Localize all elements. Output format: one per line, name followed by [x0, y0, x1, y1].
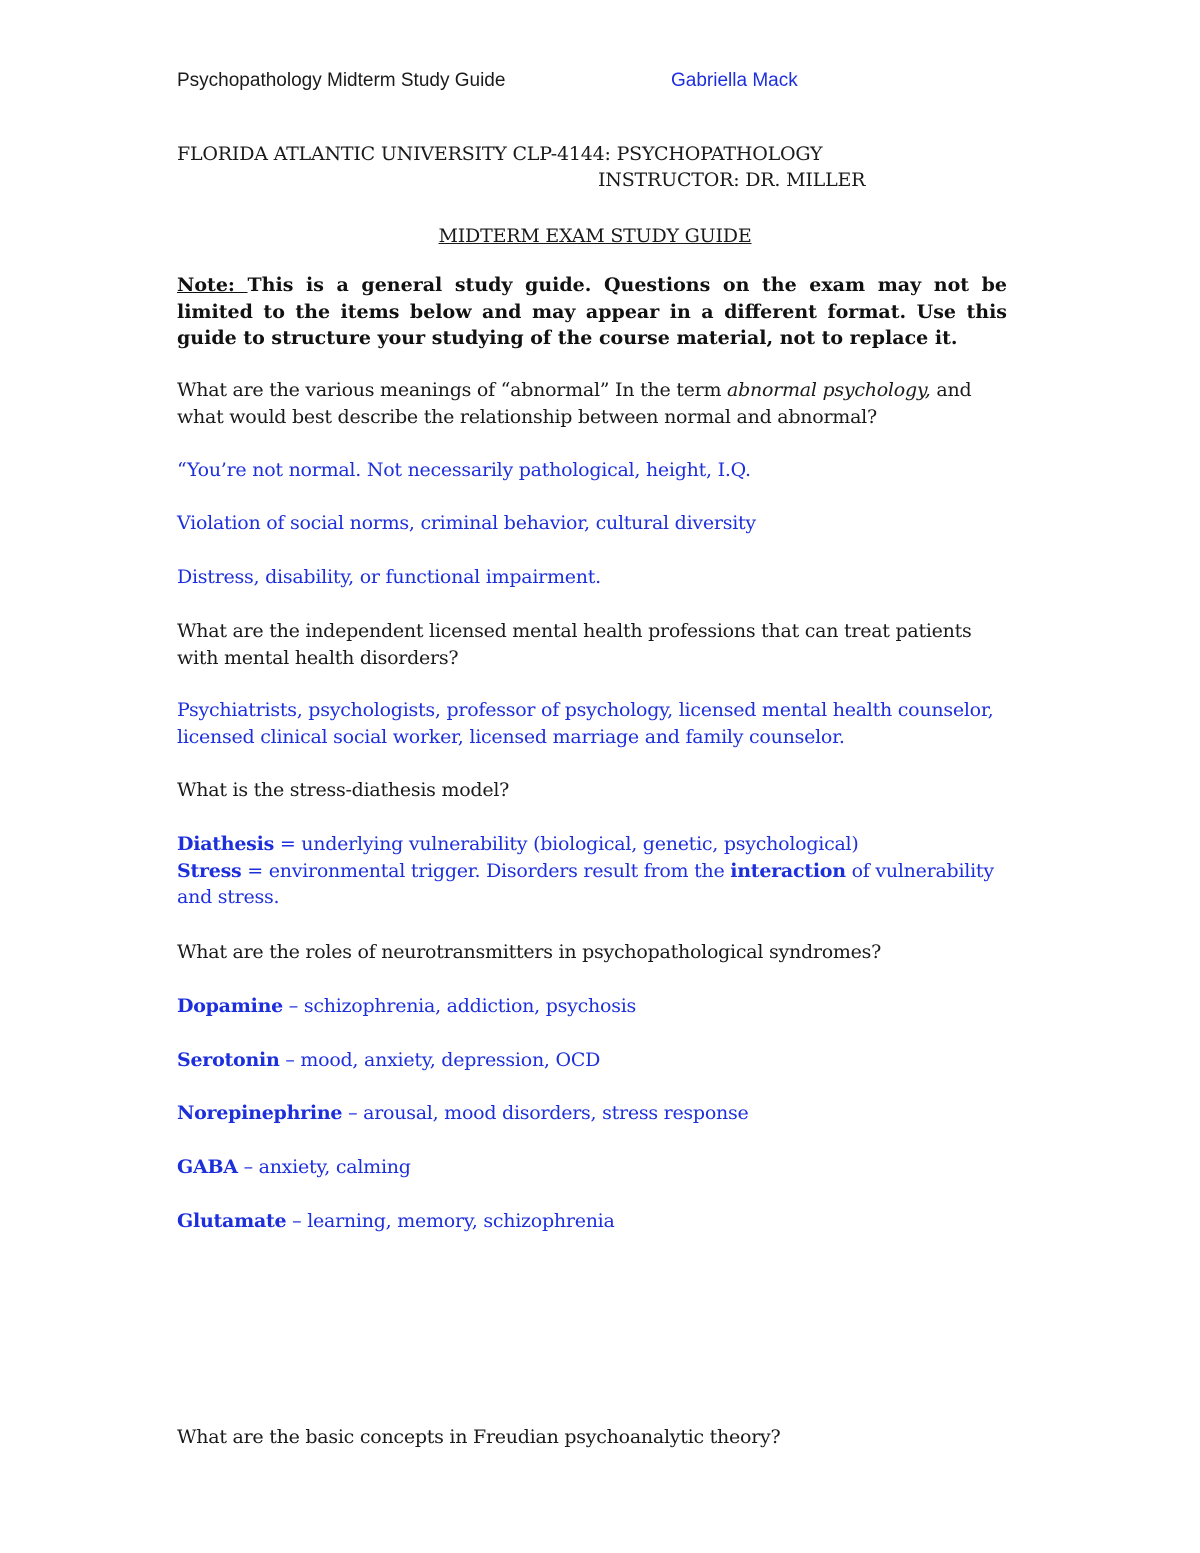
question-professions: What are the independent licensed mental health professions that can treat patients with mental health disorders? [177, 620, 972, 669]
neurotransmitter-item [177, 1047, 1017, 1074]
diathesis-line [177, 831, 1017, 858]
question-abnormal-part2: and what would best describe the relationship between normal and abnormal? [177, 379, 972, 428]
neurotransmitter-name: Glutamate [177, 1210, 287, 1232]
neurotransmitter-name: Dopamine [177, 995, 283, 1017]
answer-abnormal-3: Distress, disability, or functional impairment. [177, 566, 601, 588]
neurotransmitter-desc: – arousal, mood disorders, stress response [342, 1102, 749, 1124]
neurotransmitter-name: Norepinephrine [177, 1102, 343, 1124]
course-line: FLORIDA ATLANTIC UNIVERSITY CLP-4144: PSYCHOPATHOLOGY [177, 143, 823, 165]
header-doc-title: Psychopathology Midterm Study Guide [177, 70, 506, 91]
neurotransmitter-desc: – learning, memory, schizophrenia [286, 1210, 615, 1232]
note-label: Note: [177, 274, 248, 296]
answer-abnormal-2: Violation of social norms, criminal behavior, cultural diversity [177, 512, 756, 534]
note-paragraph [177, 272, 1007, 352]
neurotransmitter-desc: – anxiety, calming [237, 1156, 411, 1178]
neurotransmitter-item [177, 1208, 1017, 1235]
question-freudian: What are the basic concepts in Freudian psychoanalytic theory? [177, 1426, 781, 1448]
neurotransmitter-name: GABA [177, 1156, 238, 1178]
question-abnormal-part1: What are the various meanings of “abnormal” In the term [177, 379, 727, 401]
neurotransmitter-item [177, 1100, 1017, 1127]
guide-title [0, 225, 1200, 247]
neurotransmitter-name: Serotonin [177, 1049, 280, 1071]
guide-title-text: MIDTERM EXAM STUDY GUIDE [438, 225, 752, 247]
neurotransmitter-desc: – mood, anxiety, depression, OCD [279, 1049, 601, 1071]
stress-line [177, 858, 1017, 911]
diathesis-term: Diathesis [177, 833, 275, 855]
interaction-term: interaction [730, 859, 846, 882]
answer-professions: Psychiatrists, psychologists, professor of psychology, licensed mental health counselor, licensed clinical social worker, licensed marriage and family counselor. [177, 699, 994, 748]
neurotransmitter-item [177, 1154, 1017, 1181]
instructor-line: INSTRUCTOR: DR. MILLER [598, 169, 866, 191]
question-neurotransmitters: What are the roles of neurotransmitters in psychopathological syndromes? [177, 941, 882, 963]
question-stress-diathesis: What is the stress-diathesis model? [177, 779, 510, 801]
answer-abnormal-1: “You’re not normal. Not necessarily pathological, height, I.Q. [177, 459, 751, 481]
stress-def-1: = environmental trigger. Disorders result from the [241, 859, 731, 882]
header-author: Gabriella Mack [671, 70, 798, 91]
neurotransmitter-desc: – schizophrenia, addiction, psychosis [282, 995, 637, 1017]
note-text: This is a general study guide. Questions on the exam may not be limited to the items below and may appear in a different format. Use this guide to structure your studying of the course material, not to replace it. [177, 274, 1007, 349]
question-abnormal-italic: abnormal psychology, [727, 379, 931, 401]
question-abnormal [177, 377, 1017, 430]
stress-term: Stress [177, 859, 242, 882]
diathesis-def: = underlying vulnerability (biological, genetic, psychological) [274, 833, 859, 855]
neurotransmitter-item [177, 993, 1017, 1020]
stress-def-2: of vulnerability and stress. [177, 859, 994, 908]
answer-stress-diathesis [177, 831, 1017, 911]
